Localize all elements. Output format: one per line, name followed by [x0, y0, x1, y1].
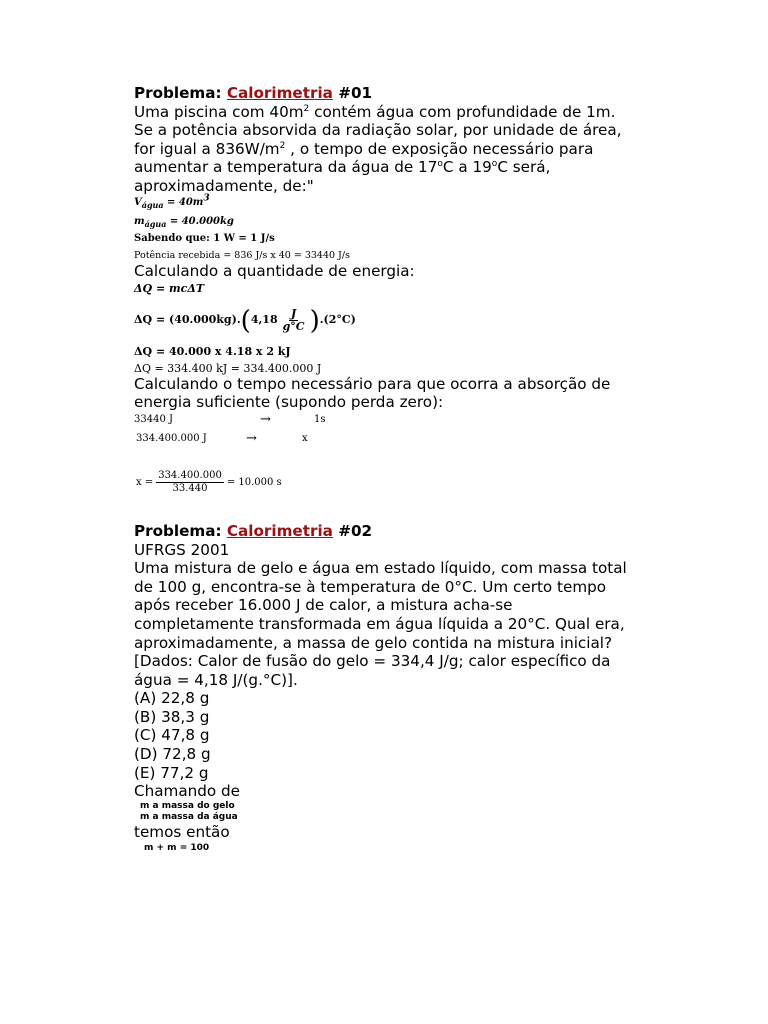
p1-text-line: Uma piscina com $40m^2$ contém água com profundidade de 1m.	[134, 102, 616, 121]
p1-text-line: aproximadamente, de:"	[134, 176, 314, 195]
rule1-right: 1s	[314, 413, 326, 425]
p2-text-line: água = 4,18 J/(g.°C)].	[134, 670, 298, 689]
option-b: (B) 38,3 g	[134, 707, 210, 726]
p2-text-line: Chamando de	[134, 782, 241, 801]
heading-suffix: #01	[332, 84, 373, 102]
eq-power: Potência recebida = 836 J/s x 40 = 33440 J/s	[134, 249, 350, 261]
eq-volume: $V_{água} = 40m^3$	[134, 193, 210, 210]
p2-text-line: [Dados: Calor de fusão do gelo = 334,4 J/g; calor específico da	[134, 652, 611, 671]
p2-text-line: Uma mistura de gelo e água em estado líquido, com massa total	[134, 559, 627, 578]
rule1-left: 33440 J	[134, 413, 173, 425]
problem-1-heading	[134, 84, 634, 103]
calorimetria-link-1[interactable]: Calorimetria	[226, 84, 333, 102]
eq-heat-product: ΔQ = 40.000 x 4.18 x 2 kJ	[134, 344, 291, 358]
heading-suffix: #02	[332, 521, 373, 540]
heading-prefix: Problema:	[134, 521, 227, 540]
definitions-image	[134, 801, 634, 823]
p1-text-line: Calculando a quantidade de energia:	[134, 261, 415, 280]
option-a: (A) 22,8 g	[134, 689, 210, 708]
rule-of-three-image	[134, 412, 634, 512]
p1-text-line: energia suficiente (supondo perda zero):	[134, 393, 444, 412]
p2-text-line: após receber 16.000 J de calor, a mistura acha-se	[134, 596, 513, 615]
def-ice-mass: m a massa do gelo	[140, 800, 235, 811]
p1-text-line: Calculando o tempo necessário para que ocorra a absorção de	[134, 374, 611, 393]
p1-text-line: Se a potência absorvida da radiação solar, por unidade de área,	[134, 121, 622, 140]
arrow-icon: →	[246, 430, 257, 446]
problem-2-heading	[134, 522, 634, 541]
heading-prefix: Problema:	[134, 84, 227, 102]
eq-mass: $m_{água} = 40.000kg$	[134, 215, 234, 229]
rule2-left: 334.400.000 J	[136, 432, 207, 444]
p1-text-line: for igual a $836W/m^2$ , o tempo de exposição necessário para	[134, 139, 594, 158]
p2-text-line: UFRGS 2001	[134, 540, 230, 559]
calorimetria-link-2[interactable]: Calorimetria	[226, 521, 333, 540]
result-formula: x = $\frac{334.400.000}{33.440}$ = 10.000 s	[136, 469, 282, 494]
p2-text-line: temos então	[134, 822, 230, 841]
p2-text-line: aproximadamente, a massa de gelo contida na mistura inicial?	[134, 633, 613, 652]
eq-heat-result: ΔQ = 334.400 kJ = 334.400.000 J	[134, 361, 322, 375]
eq-heat: ΔQ = mcΔT	[134, 282, 205, 296]
eq-watt: Sabendo que: 1 W = 1 J/s	[134, 232, 275, 244]
eq-mass-sum: m + m = 100	[144, 843, 210, 854]
document-body	[134, 84, 634, 854]
option-c: (C) 47,8 g	[134, 726, 210, 745]
equation-image-2	[134, 280, 634, 375]
option-d: (D) 72,8 g	[134, 745, 211, 764]
rule2-right: x	[302, 432, 308, 444]
arrow-icon: →	[260, 411, 271, 427]
p1-text-line: aumentar a temperatura da água de 17$^o$C a 19$^o$C será,	[134, 158, 551, 177]
p2-text-line: de 100 g, encontra-se à temperatura de 0°C. Um certo tempo	[134, 577, 607, 596]
eq-heat-values: ΔQ = (40.000kg). ( 4,18 $\frac{J}{g^\circ C}$ ) .(2°C)	[134, 305, 356, 336]
def-water-mass: m a massa da água	[140, 811, 238, 822]
equation-image-1	[134, 193, 634, 262]
option-e: (E) 77,2 g	[134, 763, 209, 782]
p2-text-line: completamente transformada em água líquida a 20°C. Qual era,	[134, 614, 625, 633]
